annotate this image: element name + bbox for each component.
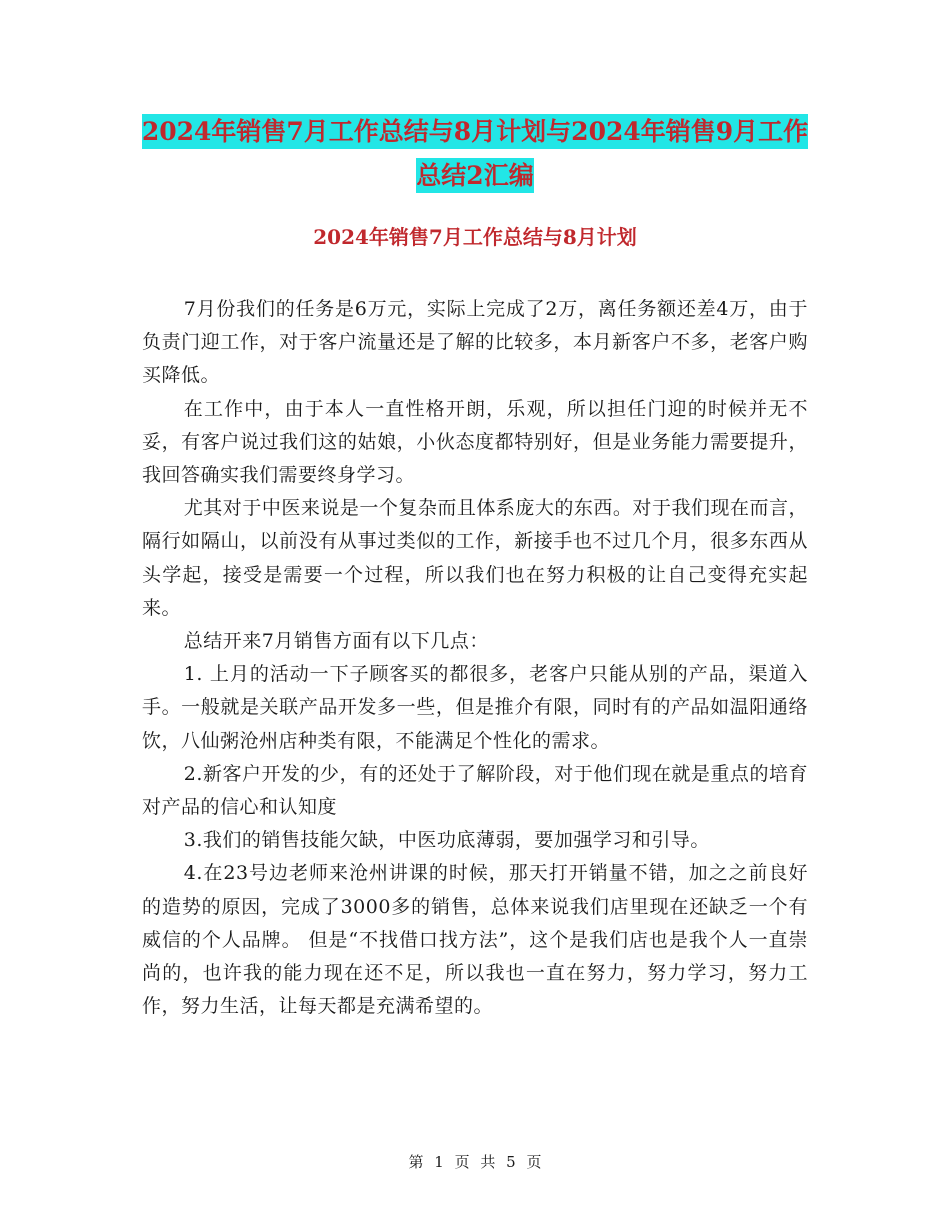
- paragraph: 总结开来7月销售方面有以下几点：: [183, 630, 489, 653]
- document-title-text: 2024年销售7月工作总结与8月计划与2024年销售9月工作总结2汇编: [142, 114, 808, 193]
- paragraph: 在工作中，由于本人一直性格开朗，乐观，所以担任门迎的时候并无不妥，有客户说过我们这的姑娘，小伙态度都特别好，但是业务能力需要提升，我回答确实我们需要终身学习。: [142, 397, 808, 487]
- paragraph: 1. 上月的活动一下子顾客买的都很多，老客户只能从别的产品，渠道入手。一般就是关联产品开发多一些，但是推介有限，同时有的产品如温阳通络饮，八仙粥沧州店种类有限，不能满足个性化的需求。: [142, 663, 808, 752]
- document-title: [140, 110, 810, 198]
- page-number-footer: 第 1 页 共 5 页: [408, 1153, 542, 1171]
- paragraph: 4.在23号边老师来沧州讲课的时候，那天打开销量不错，加之之前良好的造势的原因，完成了3000多的销售，总体来说我们店里现在还缺乏一个有威信的个人品牌。 但是“不找借口找方法”，这个是我们店也是我个人一直崇尚的，也许我的能力现在还不足，所以我也一直在努力，努力学习，努力工作，努力生活，让每天都是充满希望的。: [142, 862, 808, 1018]
- paragraph: 3.我们的销售技能欠缺，中医功底薄弱，要加强学习和引导。: [183, 829, 710, 852]
- paragraph: 7月份我们的任务是6万元，实际上完成了2万，离任务额还差4万，由于负责门迎工作，对于客户流量还是了解的比较多，本月新客户不多，老客户购买降低。: [142, 298, 808, 387]
- paragraph: 2.新客户开发的少，有的还处于了解阶段，对于他们现在就是重点的培育对产品的信心和认知度: [142, 762, 808, 819]
- section-title: 2024年销售7月工作总结与8月计划: [313, 225, 637, 249]
- document-body: [142, 293, 808, 1023]
- paragraph: 尤其对于中医来说是一个复杂而且体系庞大的东西。对于我们现在而言，隔行如隔山，以前没有从事过类似的工作，新接手也不过几个月，很多东西从头学起，接受是需要一个过程，所以我们也在努力积极的让自己变得充实起来。: [142, 497, 808, 619]
